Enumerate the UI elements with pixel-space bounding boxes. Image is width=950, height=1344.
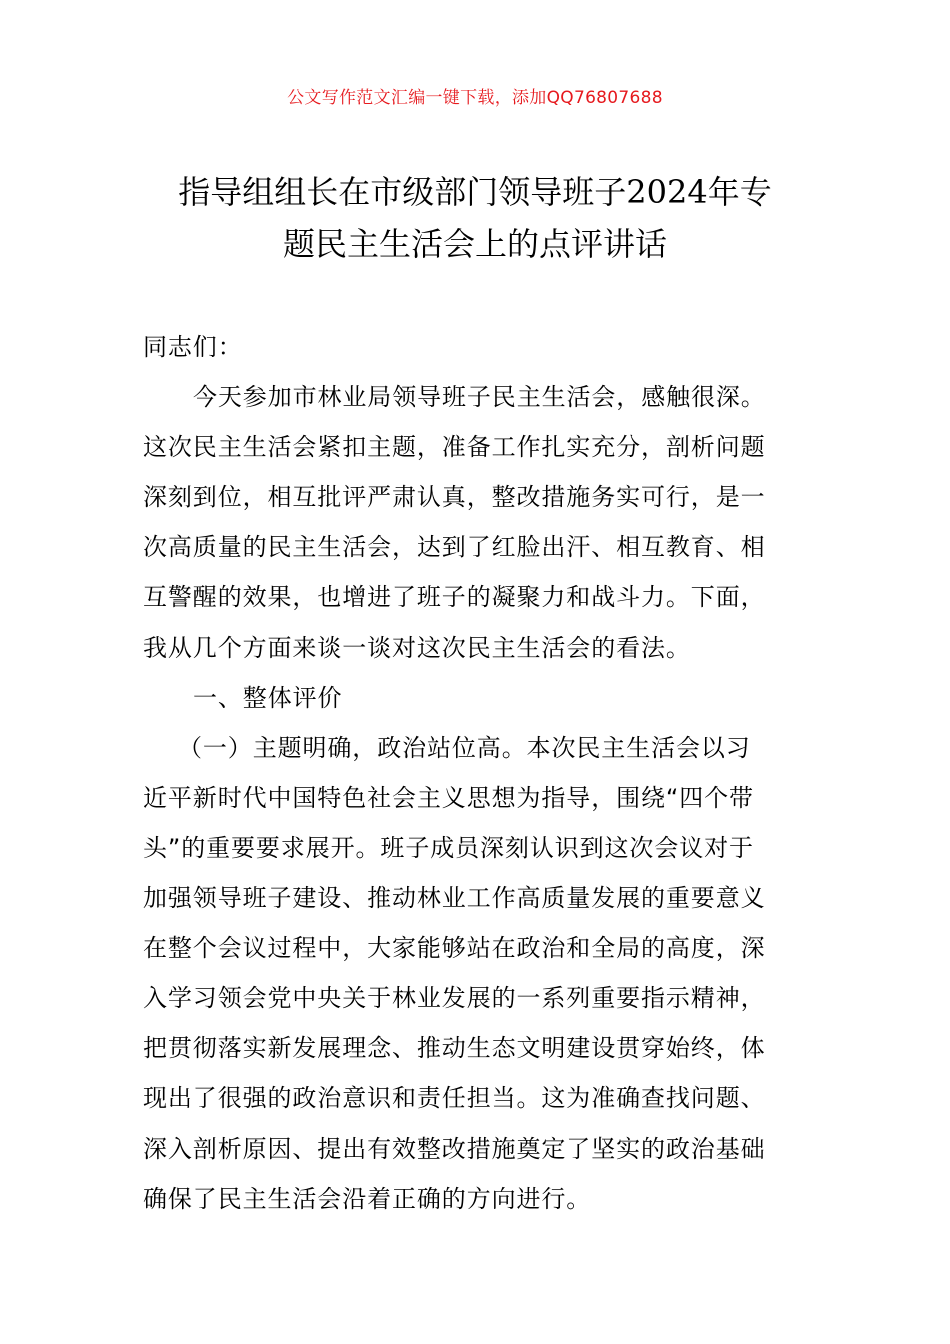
body-line: 在整个会议过程中，大家能够站在政治和全局的高度，深 <box>143 934 766 963</box>
body-line: 头”的重要要求展开。班子成员深刻认识到这次会议对于 <box>143 833 754 862</box>
download-banner[interactable]: 公文写作范文汇编一键下载，添加QQ76807688 <box>287 88 663 108</box>
body-line: 今天参加市林业局领导班子民主生活会，感触很深。 <box>193 383 766 412</box>
title-line-1: 指导组组长在市级部门领导班子2024年专 <box>178 173 772 211</box>
salutation: 同志们： <box>143 333 243 361</box>
body-line: 深入剖析原因、提出有效整改措施奠定了坚实的政治基础 <box>143 1134 766 1163</box>
body-line: （一）主题明确，政治站位高。本次民主生活会以习 <box>178 733 751 762</box>
body-line: 深刻到位，相互批评严肃认真，整改措施务实可行，是一 <box>143 483 766 512</box>
body-line: 确保了民主生活会沿着正确的方向进行。 <box>143 1184 592 1213</box>
body-line: 现出了很强的政治意识和责任担当。这为准确查找问题、 <box>143 1084 766 1113</box>
document-body <box>143 322 811 1224</box>
body-line: 我从几个方面来谈一谈对这次民主生活会的看法。 <box>143 633 691 662</box>
body-line: 把贯彻落实新发展理念、推动生态文明建设贯穿始终，体 <box>143 1034 766 1063</box>
body-line: 加强领导班子建设、推动林业工作高质量发展的重要意义 <box>143 884 766 913</box>
body-line: 入学习领会党中央关于林业发展的一系列重要指示精神， <box>143 984 766 1013</box>
body-line: 互警醒的效果，也增进了班子的凝聚力和战斗力。下面， <box>143 583 766 612</box>
title-line-2: 题民主生活会上的点评讲话 <box>282 225 667 263</box>
section-heading: 一、整体评价 <box>193 683 343 712</box>
body-line: 这次民主生活会紧扣主题，准备工作扎实充分，剖析问题 <box>143 433 766 462</box>
body-line: 次高质量的民主生活会，达到了红脸出汗、相互教育、相 <box>143 533 766 562</box>
document-title <box>120 166 830 270</box>
body-line: 近平新时代中国特色社会主义思想为指导，围绕“四个带 <box>143 783 754 812</box>
